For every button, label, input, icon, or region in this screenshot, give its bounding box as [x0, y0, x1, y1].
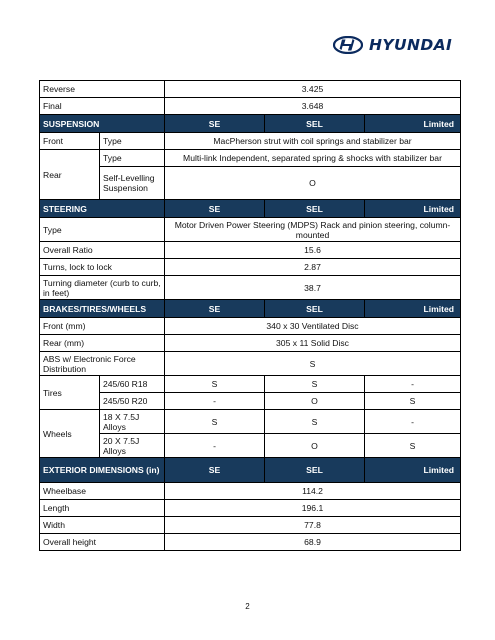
cell-limited: S — [365, 434, 461, 458]
section-title: EXTERIOR DIMENSIONS (in) — [40, 458, 165, 483]
section-header-brakes — [40, 300, 461, 318]
row-value: 3.425 — [165, 81, 461, 98]
row-label: Width — [40, 517, 165, 534]
hyundai-logo — [333, 34, 452, 56]
table-row — [40, 500, 461, 517]
row-sublabel: Type — [100, 150, 165, 167]
cell-se: S — [165, 410, 265, 434]
row-value: 77.8 — [165, 517, 461, 534]
table-row — [40, 242, 461, 259]
row-value: 196.1 — [165, 500, 461, 517]
table-row — [40, 534, 461, 551]
table-row — [40, 517, 461, 534]
table-row — [40, 276, 461, 300]
table-row — [40, 376, 461, 393]
row-value: 15.6 — [165, 242, 461, 259]
table-row — [40, 318, 461, 335]
row-label: Front (mm) — [40, 318, 165, 335]
section-title: STEERING — [40, 200, 165, 218]
row-label: Front — [40, 133, 100, 150]
section-header-exterior — [40, 458, 461, 483]
trim-header-se: SE — [165, 115, 265, 133]
row-value: 340 x 30 Ventilated Disc — [165, 318, 461, 335]
cell-sel: O — [265, 434, 365, 458]
cell-limited: - — [365, 376, 461, 393]
cell-sel: O — [265, 393, 365, 410]
page-number: 2 — [245, 602, 250, 611]
row-value: 68.9 — [165, 534, 461, 551]
row-label: Turns, lock to lock — [40, 259, 165, 276]
trim-header-limited: Limited — [365, 200, 461, 218]
section-title: BRAKES/TIRES/WHEELS — [40, 300, 165, 318]
section-title: SUSPENSION — [40, 115, 165, 133]
row-sublabel: 245/60 R18 — [100, 376, 165, 393]
cell-se: S — [165, 376, 265, 393]
table-row — [40, 352, 461, 376]
table-row — [40, 218, 461, 242]
cell-limited: S — [365, 393, 461, 410]
row-label: Type — [40, 218, 165, 242]
row-label: Rear (mm) — [40, 335, 165, 352]
row-value: S — [165, 352, 461, 376]
row-sublabel: Self-Levelling Suspension — [100, 167, 165, 200]
section-header-steering — [40, 200, 461, 218]
row-label: Overall Ratio — [40, 242, 165, 259]
section-header-suspension — [40, 115, 461, 133]
row-label: ABS w/ Electronic Force Distribution — [40, 352, 165, 376]
cell-limited: - — [365, 410, 461, 434]
row-value: Motor Driven Power Steering (MDPS) Rack and pinion steering, column-mounted — [165, 218, 461, 242]
table-row — [40, 335, 461, 352]
row-label: Final — [40, 98, 165, 115]
trim-header-sel: SEL — [265, 458, 365, 483]
row-value: 305 x 11 Solid Disc — [165, 335, 461, 352]
cell-se: - — [165, 434, 265, 458]
trim-header-sel: SEL — [265, 200, 365, 218]
table-row — [40, 259, 461, 276]
row-label: Wheels — [40, 410, 100, 458]
row-label: Turning diameter (curb to curb, in feet) — [40, 276, 165, 300]
trim-header-sel: SEL — [265, 300, 365, 318]
row-sublabel: 245/50 R20 — [100, 393, 165, 410]
table-row — [40, 167, 461, 200]
table-row — [40, 81, 461, 98]
row-sublabel: Type — [100, 133, 165, 150]
brand-name: HYUNDAI — [369, 36, 453, 54]
row-sublabel: 20 X 7.5J Alloys — [100, 434, 165, 458]
row-value: MacPherson strut with coil springs and stabilizer bar — [165, 133, 461, 150]
trim-header-sel: SEL — [265, 115, 365, 133]
table-row — [40, 434, 461, 458]
table-row — [40, 150, 461, 167]
hyundai-h-logo-icon — [333, 36, 363, 54]
trim-header-se: SE — [165, 300, 265, 318]
row-sublabel: 18 X 7.5J Alloys — [100, 410, 165, 434]
cell-sel: S — [265, 410, 365, 434]
trim-header-limited: Limited — [365, 115, 461, 133]
row-value: 114.2 — [165, 483, 461, 500]
table-row — [40, 410, 461, 434]
row-label: Rear — [40, 150, 100, 200]
trim-header-limited: Limited — [365, 300, 461, 318]
trim-header-limited: Limited — [365, 458, 461, 483]
row-value: 38.7 — [165, 276, 461, 300]
row-value: 2.87 — [165, 259, 461, 276]
row-value: O — [165, 167, 461, 200]
specifications-table — [39, 80, 461, 551]
row-label: Length — [40, 500, 165, 517]
row-label: Tires — [40, 376, 100, 410]
row-value: Multi-link Independent, separated spring & shocks with stabilizer bar — [165, 150, 461, 167]
cell-sel: S — [265, 376, 365, 393]
table-row — [40, 483, 461, 500]
table-row — [40, 98, 461, 115]
cell-se: - — [165, 393, 265, 410]
row-value: 3.648 — [165, 98, 461, 115]
row-label: Overall height — [40, 534, 165, 551]
row-label: Wheelbase — [40, 483, 165, 500]
row-label: Reverse — [40, 81, 165, 98]
trim-header-se: SE — [165, 458, 265, 483]
table-row — [40, 133, 461, 150]
table-row — [40, 393, 461, 410]
trim-header-se: SE — [165, 200, 265, 218]
